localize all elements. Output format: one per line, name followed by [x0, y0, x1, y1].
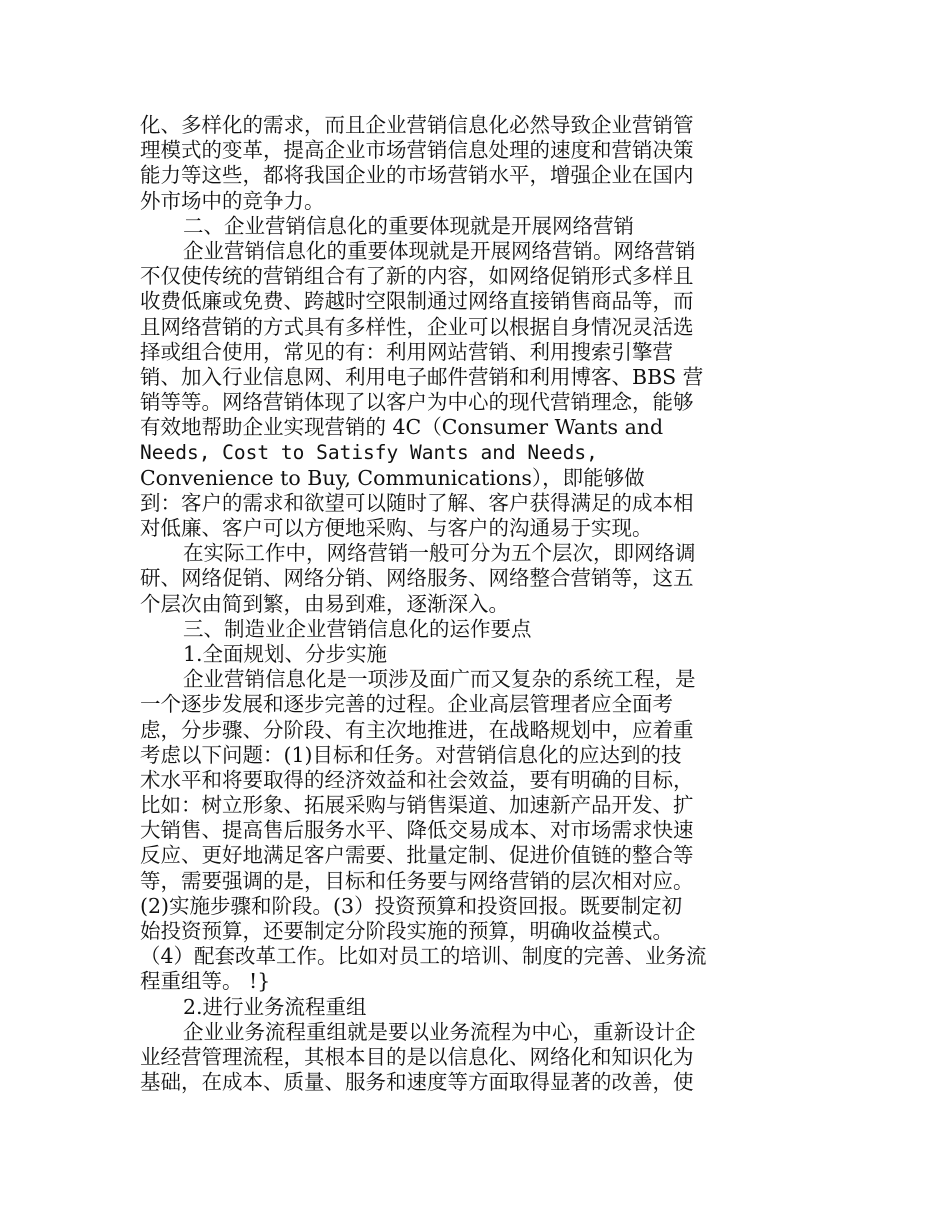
text-line: 术水平和将要取得的经济效益和社会效益，要有明确的目标， — [140, 767, 694, 792]
text-line: 外市场中的竞争力。 — [140, 188, 325, 213]
text-line: 始投资预算，还要制定分阶段实施的预算，明确收益模式。 — [140, 919, 673, 943]
text-line: 程重组等。 !} — [140, 969, 271, 994]
section-heading: 二、企业营销信息化的重要体现就是开展网络营销 — [183, 213, 634, 238]
text-line: 在实际工作中，网络营销一般可分为五个层次，即网络调 — [183, 541, 696, 566]
text-line: 比如：树立形象、拓展采购与销售渠道、加速新产品开发、扩 — [140, 793, 694, 818]
text-line: 研、网络促销、网络分销、网络服务、网络整合营销等，这五 — [140, 566, 694, 591]
text-line: 大销售、提高售后服务水平、降低交易成本、对市场需求快速 — [140, 818, 694, 843]
subsection-heading: 2.进行业务流程重组 — [183, 994, 367, 1019]
text-line: 企业业务流程重组就是要以业务流程为中心，重新设计企 — [183, 1019, 696, 1044]
text-line: 有效地帮助企业实现营销的 4C（Consumer Wants and — [140, 415, 664, 440]
text-line: 企业营销信息化是一项涉及面广而又复杂的系统工程，是 — [183, 667, 696, 692]
text-line: （4）配套改革工作。比如对员工的培训、制度的完善、业务流 — [140, 944, 707, 969]
text-line: 虑，分步骤、分阶段、有主次地推进，在战略规划中，应着重 — [140, 717, 694, 742]
text-line: 一个逐步发展和逐步完善的过程。企业高层管理者应全面考 — [140, 692, 673, 717]
subsection-heading: 1.全面规划、分步实施 — [183, 641, 388, 666]
text-line: 反应、更好地满足客户需要、批量定制、促进价值链的整合等 — [140, 843, 694, 868]
text-line: 择或组合使用，常见的有：利用网站营销、利用搜索引擎营 — [140, 339, 673, 364]
text-line: 到：客户的需求和欲望可以随时了解、客户获得满足的成本相 — [140, 490, 694, 515]
text-line: 个层次由简到繁，由易到难，逐渐深入。 — [140, 591, 509, 616]
text-line: 不仅使传统的营销组合有了新的内容，如网络促销形式多样且 — [140, 264, 694, 289]
text-line: 基础，在成本、质量、服务和速度等方面取得显著的改善，使 — [140, 1070, 694, 1095]
text-line: 对低廉、客户可以方便地采购、与客户的沟通易于实现。 — [140, 516, 653, 540]
section-heading: 三、制造业企业营销信息化的运作要点 — [183, 616, 532, 641]
text-line: 销等等。网络营销体现了以客户为中心的现代营销理念，能够 — [140, 390, 694, 415]
text-line: 等，需要强调的是，目标和任务要与网络营销的层次相对应。 — [140, 868, 694, 893]
text-line: 能力等这些，都将我国企业的市场营销水平，增强企业在国内 — [140, 163, 694, 188]
text-line: Convenience to Buy, Communications），即能够做 — [140, 465, 645, 490]
text-line: 化、多样化的需求，而且企业营销信息化必然导致企业营销管 — [140, 113, 694, 137]
text-line: Needs, Cost to Satisfy Wants and Needs, — [140, 441, 598, 465]
body-text — [140, 113, 740, 1095]
text-line: 考虑以下问题：(1)目标和任务。对营销信息化的应达到的技 — [140, 742, 682, 767]
text-line: 且网络营销的方式具有多样性，企业可以根据自身情况灵活选 — [140, 314, 694, 339]
text-line: 收费低廉或免费、跨越时空限制通过网络直接销售商品等，而 — [140, 289, 694, 314]
text-line: 业经营管理流程，其根本目的是以信息化、网络化和知识化为 — [140, 1044, 694, 1069]
text-line: 企业营销信息化的重要体现就是开展网络营销。网络营销 — [183, 238, 696, 263]
text-line: (2)实施步骤和阶段。(3）投资预算和投资回报。既要制定初 — [140, 893, 683, 918]
text-line: 销、加入行业信息网、利用电子邮件营销和利用博客、BBS 营 — [140, 364, 704, 389]
text-line: 理模式的变革，提高企业市场营销信息处理的速度和营销决策 — [140, 138, 694, 163]
